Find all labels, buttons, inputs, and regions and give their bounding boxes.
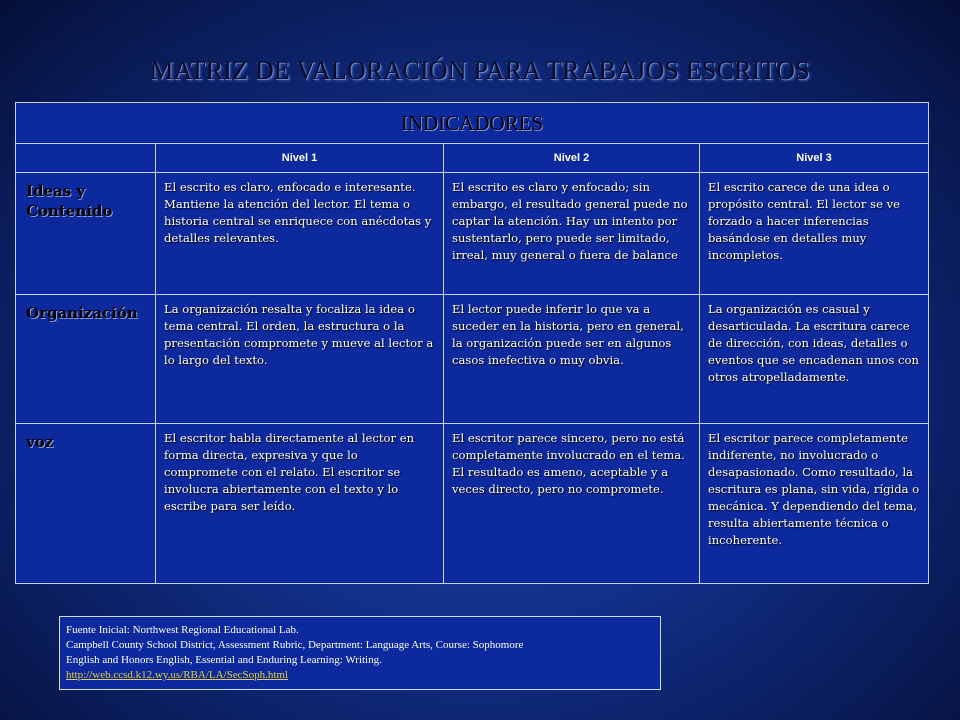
levels-row [16,144,929,173]
row-label-organization: Organización [16,295,156,423]
rubric-table [15,102,929,584]
source-line-1: Fuente Inicial: Northwest Regional Educational Lab. [66,624,299,636]
cell-ideas-level-3: El escrito carece de una idea o propósito central. El lector se ve forzado a hacer inferencias basándose en detalles muy incompletos. [700,173,929,295]
table-row [16,295,929,423]
table-row [16,423,929,583]
cell-voice-level-1: El escritor habla directamente al lector en forma directa, expresiva y que lo compromete con el relato. El escritor se involucra abiertamente con el texto y lo escribe para ser leído. [156,423,444,583]
cell-organization-level-3: La organización es casual y desarticulada. La escritura carece de dirección, con ideas, detalles o eventos que se encadenan unos con otros atropelladamente. [700,295,929,423]
source-line-2: Campbell County School District, Assessment Rubric, Department: Language Arts, Course: Sophomore [66,639,524,651]
table-row [16,173,929,295]
row-label-voice: voz [16,423,156,583]
cell-ideas-level-2: El escrito es claro y enfocado; sin embargo, el resultado general puede no captar la atención. Hay un intento por sustentarlo, pero puede ser limitado, irreal, muy general o fuera de balance [444,173,700,295]
level-3-header: Nivel 3 [700,144,929,173]
row-label-ideas: Ideas y Contenido [16,173,156,295]
table-header-row [16,103,929,144]
page-title: MATRIZ DE VALORACIÓN PARA TRABAJOS ESCRITOS [150,56,810,85]
cell-organization-level-1: La organización resalta y focaliza la idea o tema central. El orden, la estructura o la presentación compromete y mueve al lector a lo largo del texto. [156,295,444,423]
indicators-header: INDICADORES [16,103,929,144]
cell-voice-level-2: El escritor parece sincero, pero no está completamente involucrado en el tema. El resultado es ameno, aceptable y a veces directo, pero no compromete. [444,423,700,583]
source-line-3: English and Honors English, Essential and Enduring Learning: Writing. [66,654,382,666]
level-2-header: Nivel 2 [444,144,700,173]
source-citation-box [59,616,661,690]
cell-voice-level-3: El escritor parece completamente indiferente, no involucrado o desapasionado. Como resultado, la escritura es plana, sin vida, rígida o mecánica. Y dependiendo del tema, resulta abiertamente técnica o incoherente. [700,423,929,583]
source-link[interactable]: http://web.ccsd.k12.wy.us/RBA/LA/SecSoph.html [66,669,289,681]
corner-cell [16,144,156,173]
level-1-header: Nivel 1 [156,144,444,173]
cell-ideas-level-1: El escrito es claro, enfocado e interesante. Mantiene la atención del lector. El tema o historia central se enriquece con anécdotas y detalles relevantes. [156,173,444,295]
cell-organization-level-2: El lector puede inferir lo que va a suceder en la historia, pero en general, la organización puede ser en algunos casos inefectiva o muy obvia. [444,295,700,423]
